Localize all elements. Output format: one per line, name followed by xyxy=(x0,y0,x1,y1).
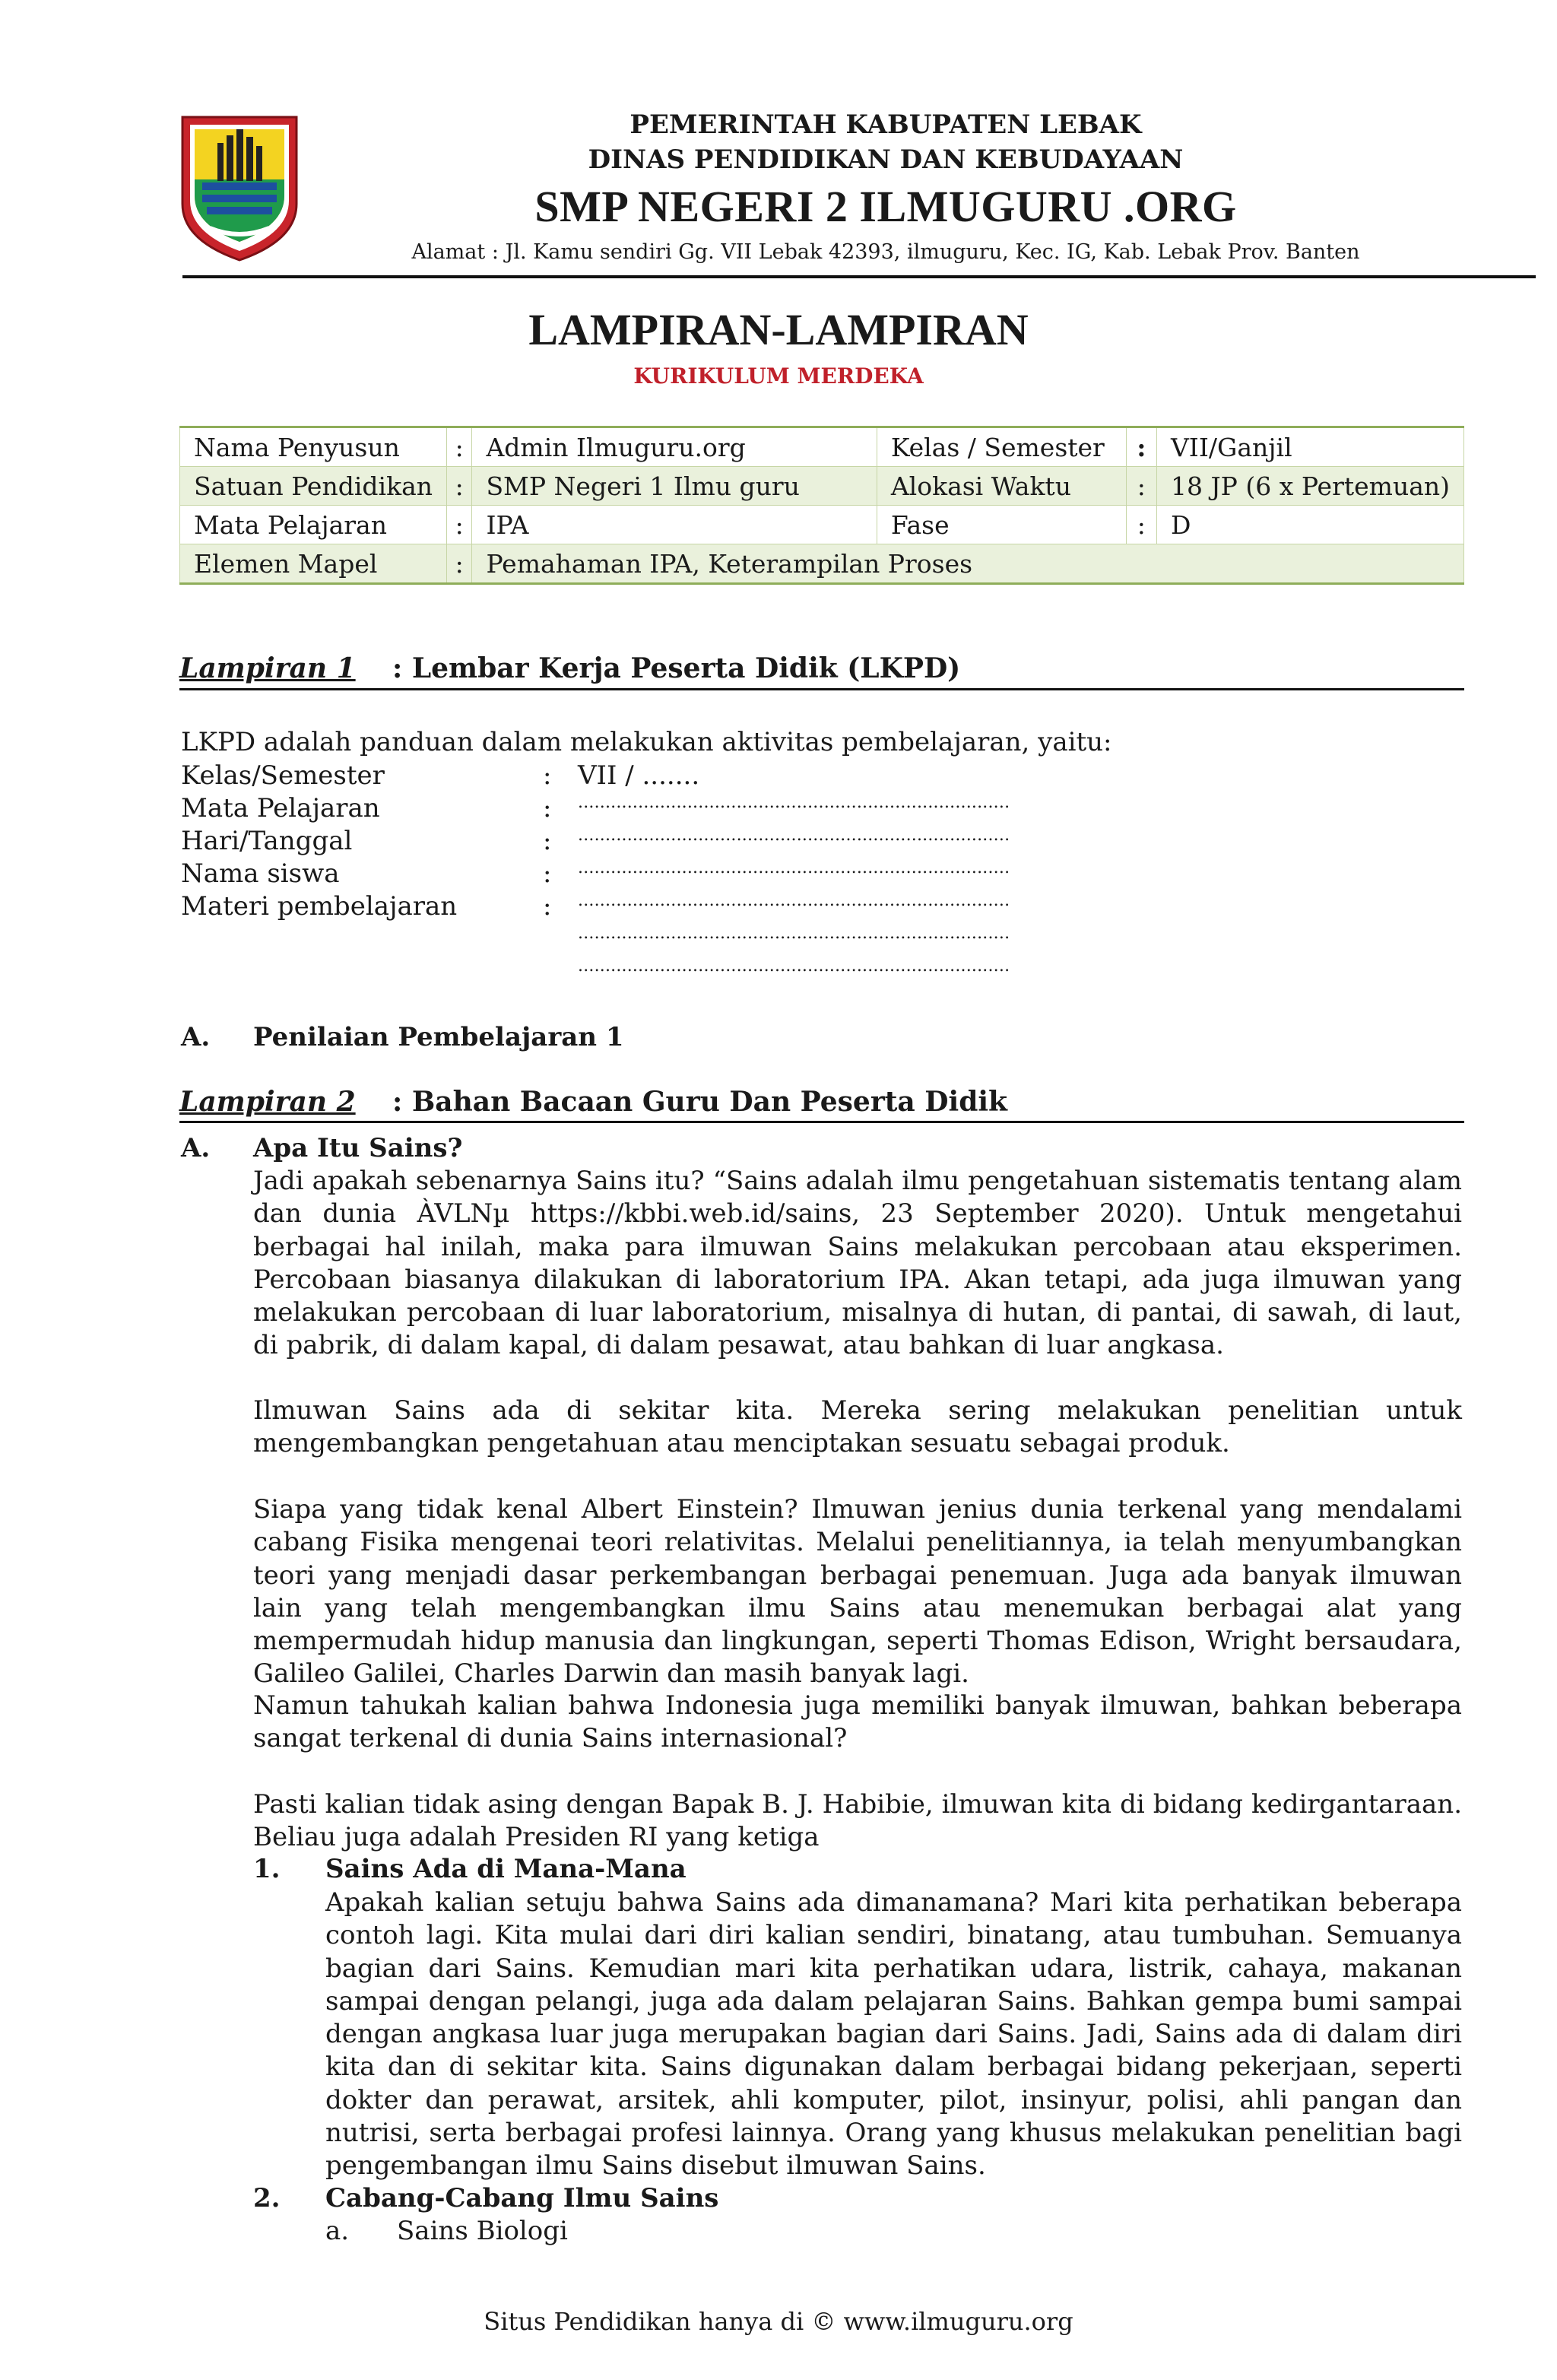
section-a-letter: A. xyxy=(181,1133,211,1163)
table-cell-value: Pemahaman IPA, Keterampilan Proses xyxy=(472,544,1464,584)
table-cell-colon: : xyxy=(447,544,472,584)
school-name: SMP NEGERI 2 ILMUGURU .ORG xyxy=(534,182,1237,231)
field-value: ............................................................................... xyxy=(578,858,1010,877)
paragraph: Pasti kalian tidak asing dengan Bapak B. J. Habibie, ilmuwan kita di bidang kedirgantaraan. Beliau juga adalah Presiden RI yang ketiga xyxy=(253,1789,1462,1853)
paragraph: Namun tahukah kalian bahwa Indonesia juga memiliki banyak ilmuwan, bahkan beberapa sangat terkenal di dunia Sains internasional? xyxy=(253,1690,1462,1754)
table-row xyxy=(180,467,1464,506)
table-cell-value: SMP Negeri 1 Ilmu guru xyxy=(472,467,877,506)
table-cell-label: Kelas / Semester xyxy=(877,427,1126,467)
field-colon: : xyxy=(543,891,552,922)
section-a-letter: A. xyxy=(181,1022,211,1052)
field-value: VII / ....... xyxy=(578,760,700,791)
paragraph: Ilmuwan Sains ada di sekitar kita. Mereka sering melakukan penelitian untuk mengembangkan pengetahuan atau menciptakan sesuatu sebagai produk. xyxy=(253,1395,1462,1459)
table-cell-label: Fase xyxy=(877,506,1126,544)
table-cell-colon: : xyxy=(447,506,472,544)
lkpd-intro: LKPD adalah panduan dalam melakukan aktivitas pembelajaran, yaitu: xyxy=(181,727,1112,757)
field-colon: : xyxy=(543,760,552,791)
lampiran-2-label: Lampiran 2 xyxy=(179,1086,356,1118)
field-label: Mata Pelajaran xyxy=(181,793,380,823)
section-a-title: Apa Itu Sains? xyxy=(253,1133,463,1163)
table-cell-value: D xyxy=(1156,506,1463,544)
field-label: Materi pembelajaran xyxy=(181,891,458,922)
table-cell-colon: : xyxy=(447,427,472,467)
table-cell-colon: : xyxy=(1126,427,1156,467)
table-cell-value: Admin Ilmuguru.org xyxy=(472,427,877,467)
table-cell-value: VII/Ganjil xyxy=(1156,427,1463,467)
table-cell-colon: : xyxy=(1126,506,1156,544)
lampiran-1-label: Lampiran 1 xyxy=(179,652,356,684)
item-2-title: Cabang-Cabang Ilmu Sains xyxy=(325,2183,719,2213)
field-value: ............................................................................... xyxy=(578,793,1010,812)
item-2a-title: Sains Biologi xyxy=(397,2216,568,2246)
field-colon: : xyxy=(543,826,552,856)
field-label: Kelas/Semester xyxy=(181,760,385,791)
identity-table xyxy=(179,426,1464,585)
table-cell-label: Mata Pelajaran xyxy=(180,506,447,544)
lampiran-2-heading xyxy=(179,1086,1464,1118)
field-label: Hari/Tanggal xyxy=(181,826,353,856)
field-extra-line: ............................................................................... xyxy=(578,957,1010,976)
field-value: ............................................................................... xyxy=(578,826,1010,845)
lampiran-1-rule xyxy=(179,688,1464,690)
table-cell-label: Elemen Mapel xyxy=(180,544,447,584)
item-2-number: 2. xyxy=(253,2183,281,2213)
page-title: LAMPIRAN-LAMPIRAN xyxy=(528,305,1029,354)
lampiran-2-rule xyxy=(179,1121,1464,1123)
item-1-text: Apakah kalian setuju bahwa Sains ada dimanamana? Mari kita perhatikan beberapa contoh lagi. Kita mulai dari diri kalian sendiri, binatang, atau tumbuhan. Semuanya bagian dari Sains. Kemudian mari kita perhatikan udara, listrik, cahaya, makanan sampai dengan pelangi, juga ada dalam pelajaran Sains. Bahkan gempa bumi sampai dengan angkasa luar juga merupakan bagian dari Sains. Jadi, Sains ada di dalam diri kita dan di sekitar kita. Sains digunakan dalam berbagai bidang pekerjaan, seperti dokter dan perawat, arsitek, ahli komputer, pilot, insinyur, polisi, ahli pangan dan nutrisi, serta berbagai profesi lainnya. Orang yang khusus melakukan penelitian bagi pengembangan ilmu Sains disebut ilmuwan Sains. xyxy=(325,1887,1462,2182)
paragraph: Jadi apakah sebenarnya Sains itu? “Sains adalah ilmu pengetahuan sistematis tentang alam dan dunia ÀVLNµ https://kbbi.web.id/sains, 23 September 2020). Untuk mengetahui berbagai hal inilah, maka para ilmuwan Sains melakukan percobaan atau eksperimen. Percobaan biasanya dilakukan di laboratorium IPA. Akan tetapi, ada juga ilmuwan yang melakukan percobaan di luar laboratorium, misalnya di hutan, di pantai, di sawah, di laut, di pabrik, di dalam kapal, di dalam pesawat, atau bahkan di luar angkasa. xyxy=(253,1166,1462,1361)
page-subtitle: KURIKULUM MERDEKA xyxy=(633,363,924,389)
table-cell-value: IPA xyxy=(472,506,877,544)
paragraph: Siapa yang tidak kenal Albert Einstein? Ilmuwan jenius dunia terkenal yang mendalami cabang Fisika mengenai teori relativitas. Melalui penelitiannya, ia telah menyumbangkan teori yang menjadi dasar perkembangan berbagai penemuan. Juga ada banyak ilmuwan lain yang telah mengembangkan ilmu Sains atau menemukan berbagai alat yang mempermudah hidup manusia dan lingkungan, seperti Thomas Edison, Wright bersaudara, Galileo Galilei, Charles Darwin dan masih banyak lagi. xyxy=(253,1494,1462,1690)
item-2a-letter: a. xyxy=(325,2216,350,2246)
item-1-title: Sains Ada di Mana-Mana xyxy=(325,1854,687,1884)
header-divider xyxy=(182,275,1536,278)
school-address: Alamat : Jl. Kamu sendiri Gg. VII Lebak 42393, ilmuguru, Kec. IG, Kab. Lebak Prov. Banten xyxy=(411,240,1360,264)
header-government-line: PEMERINTAH KABUPATEN LEBAK xyxy=(629,109,1142,140)
page-footer: Situs Pendidikan hanya di © www.ilmuguru.org xyxy=(484,2307,1073,2336)
table-cell-colon: : xyxy=(1126,467,1156,506)
table-cell-label: Satuan Pendidikan xyxy=(180,467,447,506)
lampiran-1-heading xyxy=(179,652,1464,684)
header-department-line: DINAS PENDIDIKAN DAN KEBUDAYAAN xyxy=(588,144,1184,175)
table-cell-value: 18 JP (6 x Pertemuan) xyxy=(1156,467,1463,506)
school-crest-logo xyxy=(179,106,300,263)
table-cell-label: Alokasi Waktu xyxy=(877,467,1126,506)
table-row xyxy=(180,544,1464,584)
lampiran-1-title: : Lembar Kerja Peserta Didik (LKPD) xyxy=(392,652,961,684)
field-label: Nama siswa xyxy=(181,858,340,889)
section-a-title: Penilaian Pembelajaran 1 xyxy=(253,1022,624,1052)
item-1-number: 1. xyxy=(253,1854,281,1884)
lampiran-2-title: : Bahan Bacaan Guru Dan Peserta Didik xyxy=(392,1086,1007,1118)
table-cell-colon: : xyxy=(447,467,472,506)
table-row xyxy=(180,427,1464,467)
field-extra-line: ............................................................................... xyxy=(578,924,1010,943)
field-colon: : xyxy=(543,858,552,889)
table-cell-label: Nama Penyusun xyxy=(180,427,447,467)
field-value: ............................................................................... xyxy=(578,891,1010,910)
field-colon: : xyxy=(543,793,552,823)
table-row xyxy=(180,506,1464,544)
